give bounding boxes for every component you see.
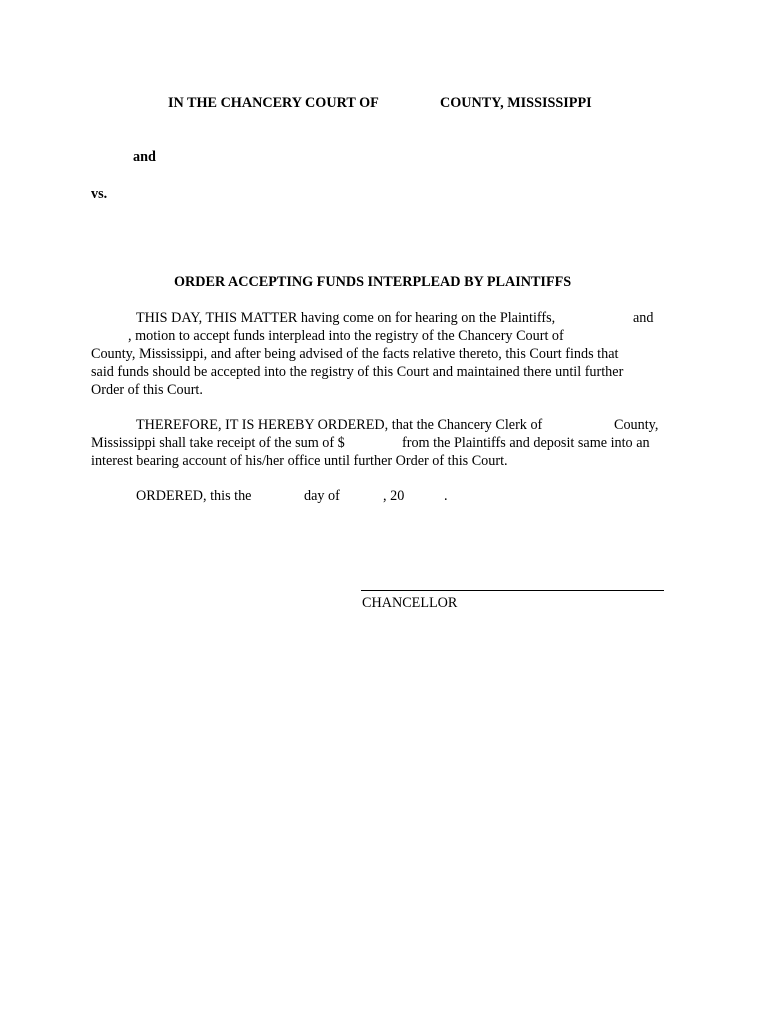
p1-line2: , motion to accept funds interplead into the registry of the Chancery Court of [128, 328, 564, 344]
p3-period: . [444, 488, 448, 504]
p1-line5: Order of this Court. [91, 382, 203, 398]
p2-line1-right: County, [614, 417, 659, 433]
court-header-left: IN THE CHANCERY COURT OF [168, 95, 379, 111]
p1-line1-left: THIS DAY, THIS MATTER having come on for hearing on the Plaintiffs, [136, 310, 556, 326]
caption-vs: vs. [91, 186, 108, 202]
p2-line3: interest bearing account of his/her office until further Order of this Court. [91, 453, 508, 469]
p1-line1-right: and [633, 310, 654, 326]
caption-and: and [133, 149, 156, 165]
p1-line4: said funds should be accepted into the registry of this Court and maintained there until further [91, 364, 624, 380]
p3-day-of: day of [304, 488, 340, 504]
p2-line2-left: Mississippi shall take receipt of the sum of $ [91, 435, 345, 451]
p3-ordered: ORDERED, this the [136, 488, 252, 504]
signature-label: CHANCELLOR [362, 595, 458, 611]
p2-line1-left: THEREFORE, IT IS HEREBY ORDERED, that the Chancery Clerk of [136, 417, 543, 433]
order-title: ORDER ACCEPTING FUNDS INTERPLEAD BY PLAINTIFFS [174, 274, 572, 290]
court-header-right: COUNTY, MISSISSIPPI [440, 95, 592, 111]
signature-line [361, 590, 664, 591]
p3-year: , 20 [383, 488, 405, 504]
p1-line3: County, Mississippi, and after being advised of the facts relative thereto, this Court finds that [91, 346, 619, 362]
p2-line2-right: from the Plaintiffs and deposit same into an [402, 435, 650, 451]
